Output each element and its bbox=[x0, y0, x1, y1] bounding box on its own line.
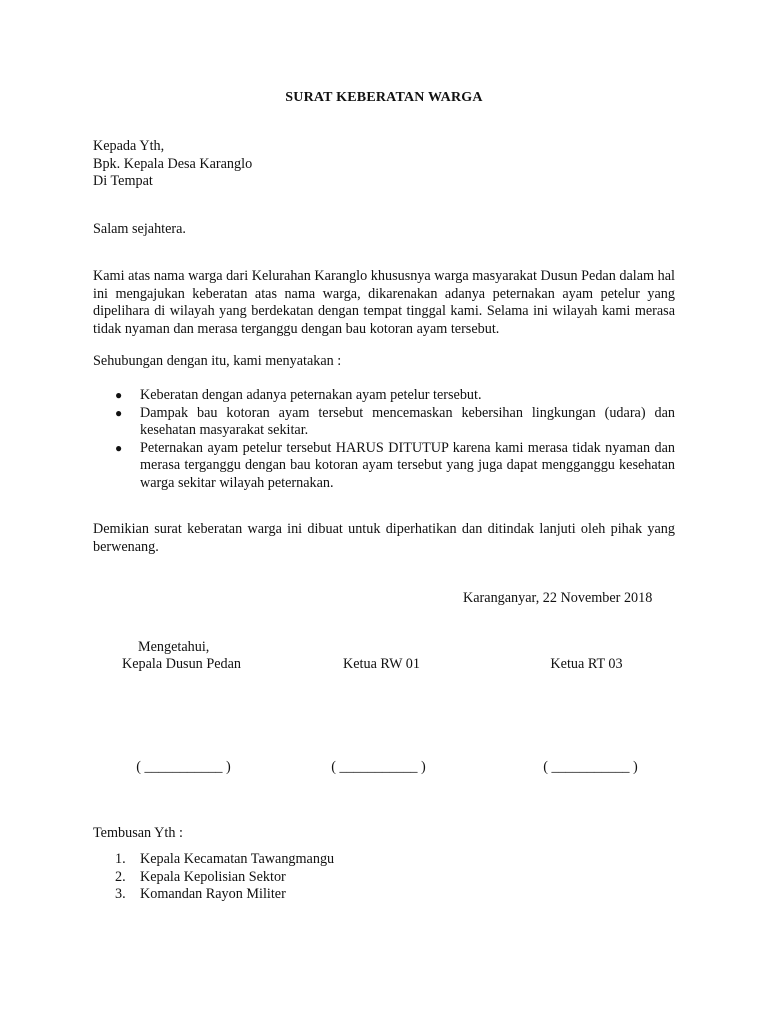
cc-list bbox=[93, 851, 334, 904]
list-item-text: Peternakan ayam petelur tersebut HARUS DITUTUP karena kami merasa tidak nyaman dan merasa terganggu dengan bau kotoran ayam tersebut yang juga dapat mengganggu kesehatan warga sekitar wilayah peternakan. bbox=[140, 439, 675, 491]
signatory-rt: Ketua RT 03 bbox=[550, 656, 623, 672]
letter-title: SURAT KEBERATAN WARGA bbox=[285, 90, 483, 105]
list-item bbox=[93, 405, 675, 440]
bullet-icon: ● bbox=[115, 388, 123, 402]
bullet-icon: ● bbox=[115, 405, 123, 420]
greeting: Salam sejahtera. bbox=[93, 221, 186, 237]
list-item bbox=[93, 440, 675, 493]
signature-blank-dusun: ( ___________ ) bbox=[136, 759, 231, 775]
body-paragraph: Kami atas nama warga dari Kelurahan Karanglo khususnya warga masyarakat Dusun Pedan dalam hal ini mengajukan keberatan atas nama warga, dikarenakan adanya peternakan ayam petelur yang dipelihara di wilayah yang berdekatan dengan tempat tinggal kami. Selama ini wilayah kami merasa tidak nyaman dan merasa terganggu dengan bau kotoran ayam tersebut. bbox=[93, 268, 675, 337]
list-item-text: Komandan Rayon Militer bbox=[140, 886, 286, 902]
list-item bbox=[93, 851, 334, 869]
signatory-dusun: Kepala Dusun Pedan bbox=[122, 656, 241, 672]
recipient-address bbox=[93, 138, 252, 191]
acknowledge-label: Mengetahui, bbox=[138, 639, 210, 655]
statement-intro: Sehubungan dengan itu, kami menyatakan : bbox=[93, 353, 342, 369]
signature-blank-rw: ( ___________ ) bbox=[331, 759, 426, 775]
cc-label: Tembusan Yth : bbox=[93, 825, 183, 841]
bullet-icon: ● bbox=[115, 440, 123, 455]
place-date: Karanganyar, 22 November 2018 bbox=[463, 590, 653, 606]
list-item bbox=[93, 869, 334, 887]
list-item bbox=[93, 886, 334, 904]
signatory-rw: Ketua RW 01 bbox=[343, 656, 420, 672]
list-number: 3. bbox=[115, 886, 126, 902]
address-line: Di Tempat bbox=[93, 173, 153, 189]
list-item bbox=[93, 387, 675, 405]
signature-blank-rt: ( ___________ ) bbox=[543, 759, 638, 775]
list-item-text: Kepala Kepolisian Sektor bbox=[140, 868, 286, 885]
address-line: Kepada Yth, bbox=[93, 138, 165, 154]
closing-paragraph: Demikian surat keberatan warga ini dibuat untuk diperhatikan dan ditindak lanjuti oleh pihak yang berwenang. bbox=[93, 521, 675, 555]
list-number: 2. bbox=[115, 868, 126, 885]
list-item-text: Kepala Kecamatan Tawangmangu bbox=[140, 851, 335, 867]
list-item-text: Keberatan dengan adanya peternakan ayam petelur tersebut. bbox=[140, 387, 482, 403]
address-line: Bpk. Kepala Desa Karanglo bbox=[93, 155, 253, 172]
list-number: 1. bbox=[115, 851, 126, 867]
statement-list bbox=[93, 387, 675, 493]
list-item-text: Dampak bau kotoran ayam tersebut mencemaskan kebersihan lingkungan (udara) dan kesehatan masyarakat sekitar. bbox=[140, 404, 675, 439]
